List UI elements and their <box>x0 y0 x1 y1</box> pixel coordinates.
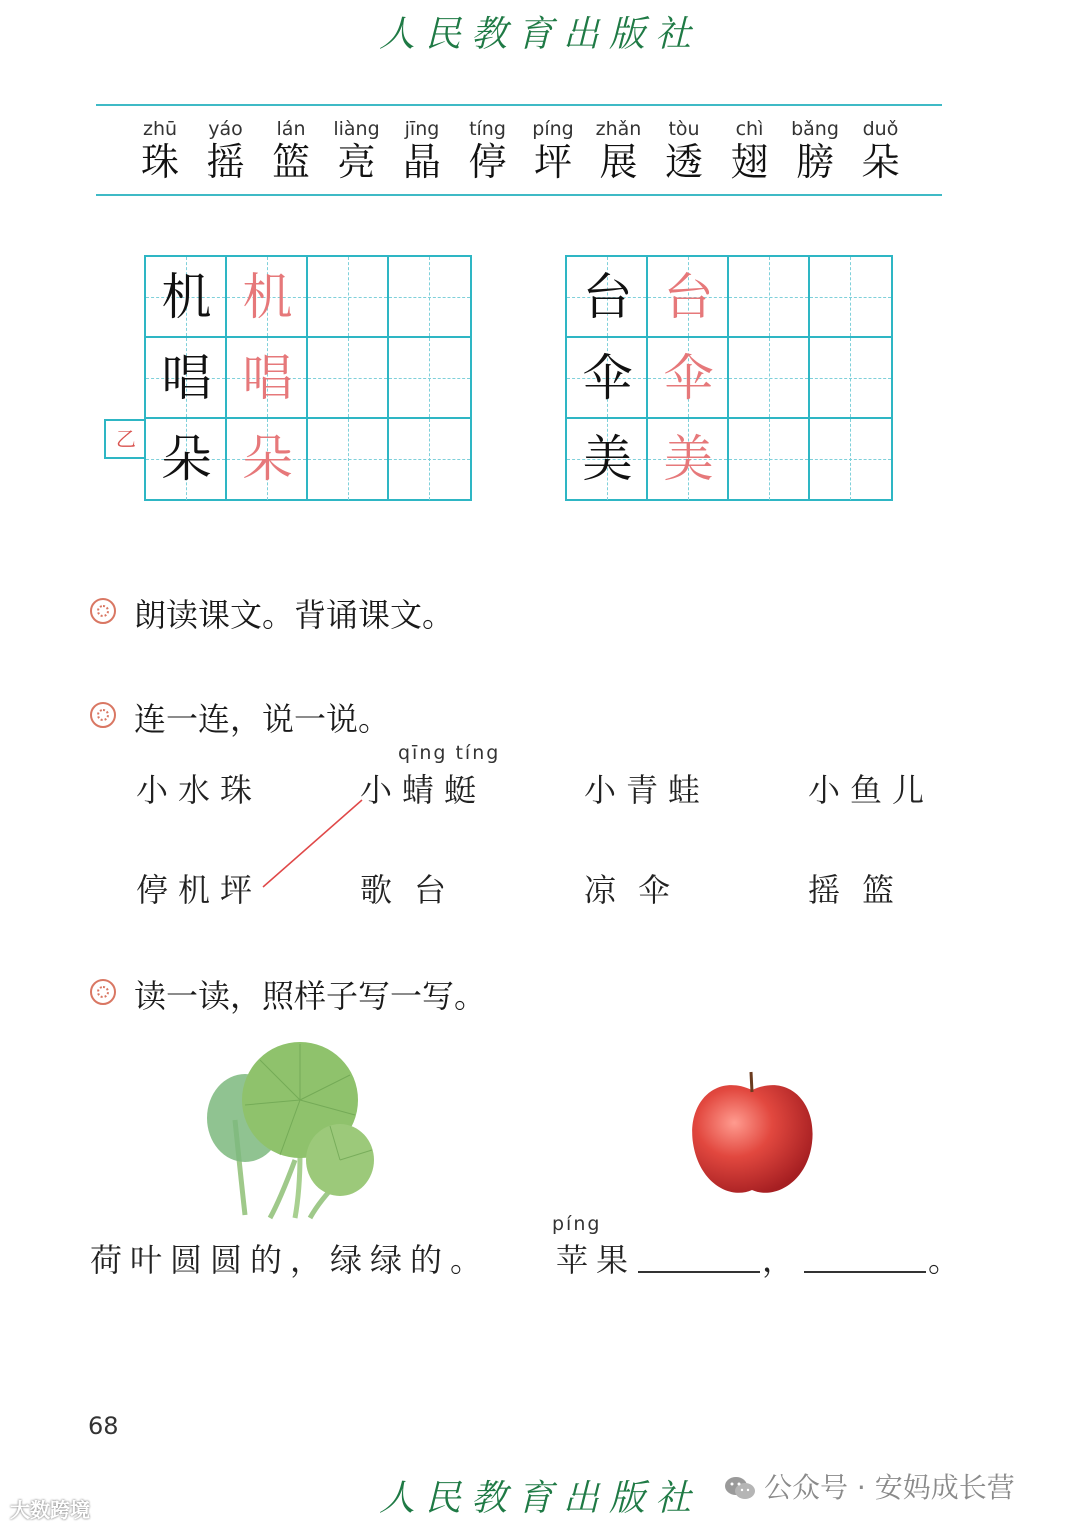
grid-cell[interactable] <box>389 257 470 338</box>
vocab-top-rule <box>96 104 942 106</box>
vocab-item <box>652 118 716 184</box>
vocab-pinyin: tòu <box>668 118 700 140</box>
model-char: 朵 <box>161 430 212 488</box>
fill-sentence-start: 苹果 <box>556 1241 637 1279</box>
grid-cell <box>648 419 729 500</box>
grid-cell <box>567 419 648 500</box>
grid-cell <box>227 338 308 419</box>
grid-cell <box>146 257 227 338</box>
vocab-pinyin: zhǎn <box>595 118 642 140</box>
model-char: 伞 <box>582 349 633 407</box>
match-bottom-3[interactable]: 凉伞 <box>584 871 693 909</box>
vocab-char: 篮 <box>271 140 310 184</box>
example-sentence: 荷叶圆圆的，绿绿的。 <box>90 1241 491 1279</box>
vocab-char: 透 <box>664 140 703 184</box>
vocab-item <box>718 118 782 184</box>
vocab-item <box>456 118 520 184</box>
vocab-char: 膀 <box>795 140 834 184</box>
vocab-pinyin: tíng <box>469 118 506 140</box>
vocab-bottom-rule <box>96 194 942 196</box>
grid-cell[interactable] <box>729 257 810 338</box>
model-char: 机 <box>161 268 212 326</box>
exercise-seal-icon <box>90 702 116 728</box>
vocab-pinyin: lán <box>276 118 306 140</box>
blank-1[interactable] <box>638 1241 760 1273</box>
grid-cell <box>227 419 308 500</box>
wechat-watermark <box>724 1466 1015 1506</box>
vocab-char: 摇 <box>206 140 245 184</box>
exercise-one: 朗读课文。背诵课文。 <box>134 596 455 634</box>
match-top-2[interactable]: 小蜻蜓 <box>360 771 487 809</box>
grid-cell[interactable] <box>810 419 891 500</box>
apple-illustration <box>685 1068 820 1203</box>
writing-grid-left <box>144 255 472 501</box>
blank-2[interactable] <box>804 1241 926 1273</box>
exercise-three: 读一读，照样子写一写。 <box>134 977 487 1015</box>
grid-cell <box>227 257 308 338</box>
trace-char: 朵 <box>242 430 293 488</box>
vocab-pinyin: duǒ <box>862 118 899 140</box>
grid-cell <box>567 257 648 338</box>
fill-sentence <box>556 1235 968 1281</box>
lotus-leaf-illustration <box>200 1040 390 1220</box>
grid-cell <box>648 338 729 419</box>
grid-cell[interactable] <box>308 419 389 500</box>
vocab-item <box>194 118 258 184</box>
grid-cell[interactable] <box>389 419 470 500</box>
grid-cell <box>567 338 648 419</box>
vocab-item <box>587 118 651 184</box>
vocab-char: 亮 <box>337 140 376 184</box>
fill-sentence-end: 。 <box>928 1241 969 1279</box>
vocab-char: 朵 <box>861 140 900 184</box>
vocab-pinyin: píng <box>532 118 574 140</box>
vocab-char: 晶 <box>402 140 441 184</box>
vocab-char: 翅 <box>730 140 769 184</box>
match-bottom-1[interactable]: 停机坪 <box>136 871 263 909</box>
vocab-item <box>128 118 192 184</box>
trace-char: 伞 <box>663 349 714 407</box>
vocab-char: 停 <box>468 140 507 184</box>
match-line <box>255 795 375 895</box>
grid-cell[interactable] <box>810 338 891 419</box>
vocab-pinyin: chì <box>735 118 764 140</box>
match-bottom-2[interactable]: 歌台 <box>360 871 469 909</box>
model-char: 台 <box>582 268 633 326</box>
wechat-icon <box>724 1475 756 1501</box>
trace-char: 台 <box>663 268 714 326</box>
vocab-char: 坪 <box>533 140 572 184</box>
match-top-4[interactable]: 小鱼儿 <box>808 771 935 809</box>
vocab-pinyin: jīng <box>404 118 440 140</box>
publisher-footer: 人民教育出版社 <box>378 1478 701 1519</box>
trace-char: 机 <box>242 268 293 326</box>
vocab-pinyin: liàng <box>333 118 380 140</box>
grid-cell[interactable] <box>389 338 470 419</box>
vocab-pinyin: zhū <box>142 118 178 140</box>
vocab-item <box>521 118 585 184</box>
exercise-seal-icon <box>90 598 116 624</box>
grid-cell[interactable] <box>729 419 810 500</box>
corner-watermark: 大数跨境 <box>10 1498 90 1522</box>
grid-cell[interactable] <box>729 338 810 419</box>
publisher-header: 人民教育出版社 <box>378 14 701 55</box>
vocab-item <box>325 118 389 184</box>
grid-cell[interactable] <box>308 257 389 338</box>
match-top-3[interactable]: 小青蛙 <box>584 771 711 809</box>
grid-cell <box>146 338 227 419</box>
vocab-pinyin: yáo <box>208 118 243 140</box>
trace-char: 唱 <box>242 349 293 407</box>
exercise-seal-icon <box>90 979 116 1005</box>
vocab-item <box>259 118 323 184</box>
trace-char: 美 <box>663 430 714 488</box>
ping-pinyin: píng <box>552 1213 602 1235</box>
writing-grid-right <box>565 255 893 501</box>
match-top-1[interactable]: 小水珠 <box>136 771 263 809</box>
qingting-pinyin: qīng tíng <box>398 742 501 764</box>
match-bottom-4[interactable]: 摇篮 <box>808 871 917 909</box>
exercise-two: 连一连，说一说。 <box>134 700 391 738</box>
vocab-item <box>783 118 847 184</box>
fill-sentence-comma: ， <box>762 1241 803 1279</box>
vocab-char: 展 <box>599 140 638 184</box>
model-char: 唱 <box>161 349 212 407</box>
grid-cell[interactable] <box>810 257 891 338</box>
grid-cell[interactable] <box>308 338 389 419</box>
stroke-hint-box: 乙 <box>104 419 146 459</box>
wechat-watermark-text: 公众号 · 安妈成长营 <box>764 1471 1015 1504</box>
model-char: 美 <box>582 430 633 488</box>
grid-cell <box>648 257 729 338</box>
vocab-pinyin: bǎng <box>791 118 839 140</box>
vocab-char: 珠 <box>140 140 179 184</box>
grid-cell <box>146 419 227 500</box>
vocab-item <box>849 118 913 184</box>
vocab-item <box>390 118 454 184</box>
page-number: 68 <box>88 1412 119 1440</box>
